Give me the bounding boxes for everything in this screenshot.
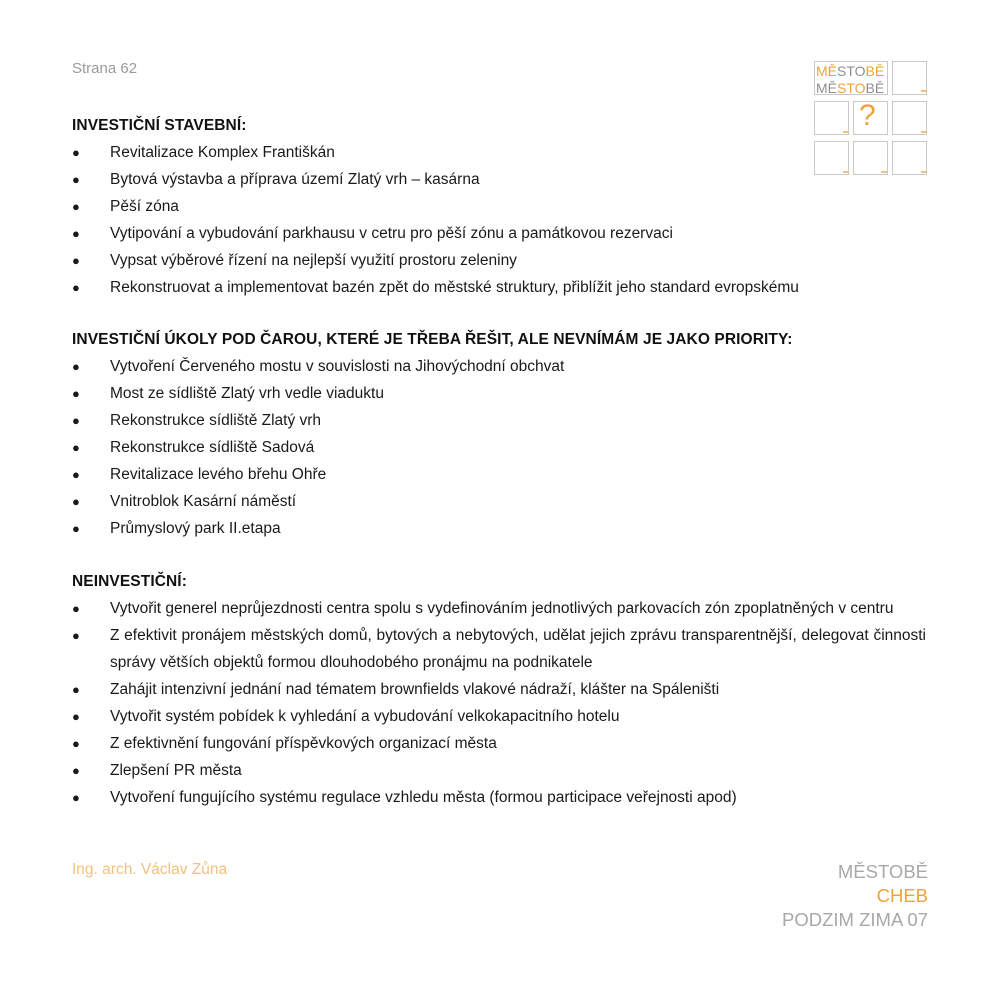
bullet-icon: ●	[72, 521, 80, 536]
list-item: ● Vytvoření fungujícího systému regulace vzhledu města (formou participace veřejnosti apod)	[72, 784, 926, 811]
logo-cell	[814, 101, 849, 135]
list-item: ● Revitalizace Komplex Františkán	[72, 139, 926, 166]
bullet-icon: ●	[72, 145, 80, 160]
list-item: ● Zahájit intenzivní jednání nad tématem brownfields vlakové nádraží, klášter na Spáleništi	[72, 676, 926, 703]
bullet-icon: ●	[72, 494, 80, 509]
list-item: ● Vytvořit generel neprůjezdnosti centra spolu s vydefinováním jednotlivých parkovacích zón zpoplatněných v centru	[72, 595, 926, 622]
list-investicni-stavebni	[72, 139, 926, 301]
section-title-investicni-stavebni: INVESTIČNÍ STAVEBNÍ:	[72, 117, 247, 134]
bullet-icon: ●	[72, 440, 80, 455]
bullet-icon: ●	[72, 253, 80, 268]
logo-tick	[921, 90, 927, 92]
bullet-icon: ●	[72, 709, 80, 724]
bullet-icon: ●	[72, 199, 80, 214]
section-title-investicni-ukoly: INVESTIČNÍ ÚKOLY POD ČAROU, KTERÉ JE TŘEBA ŘEŠIT, ALE NEVNÍMÁM JE JAKO PRIORITY:	[72, 331, 793, 348]
list-item: ● Vnitroblok Kasární náměstí	[72, 488, 926, 515]
question-mark-icon: ?	[859, 99, 876, 132]
list-item: ● Pěší zóna	[72, 193, 926, 220]
footer-brand	[782, 860, 928, 932]
list-item: ● Rekonstrukce sídliště Zlatý vrh	[72, 407, 926, 434]
bullet-icon: ●	[72, 413, 80, 428]
footer-line-season: PODZIM ZIMA 07	[782, 909, 928, 930]
list-item: ● Zlepšení PR města	[72, 757, 926, 784]
bullet-icon: ●	[72, 601, 80, 616]
list-item: ● Bytová výstavba a příprava území Zlatý vrh – kasárna	[72, 166, 926, 193]
list-item: ● Most ze sídliště Zlatý vrh vedle viaduktu	[72, 380, 926, 407]
list-item: ● Vytvoření Červeného mostu v souvislosti na Jihovýchodní obchvat	[72, 353, 926, 380]
logo-tick	[921, 131, 927, 133]
bullet-icon: ●	[72, 280, 80, 295]
bullet-icon: ●	[72, 172, 80, 187]
bullet-icon: ●	[72, 226, 80, 241]
logo-cell	[892, 101, 927, 135]
bullet-icon: ●	[72, 359, 80, 374]
footer-line-cheb: CHEB	[876, 885, 928, 906]
logo-tick	[843, 131, 849, 133]
bullet-icon: ●	[72, 736, 80, 751]
bullet-icon: ●	[72, 682, 80, 697]
footer-line-mestobe: MĚSTOBĚ	[837, 861, 928, 882]
list-item: ● Z efektivnění fungování příspěvkových organizací města	[72, 730, 926, 757]
list-item: ● Vypsat výběrové řízení na nejlepší využití prostoru zeleniny	[72, 247, 926, 274]
list-item: ● Vytipování a vybudování parkhausu v cetru pro pěší zónu a památkovou rezervaci	[72, 220, 926, 247]
list-item: ● Průmyslový park II.etapa	[72, 515, 926, 542]
author-name: Ing. arch. Václav Zůna	[72, 861, 228, 878]
section-title-neinvesticni: NEINVESTIČNÍ:	[72, 573, 187, 590]
logo-wordmark: MĚSTOBĚ MĚSTOBĚ	[816, 63, 885, 96]
list-item: ● Vytvořit systém pobídek k vyhledání a vybudování velkokapacitního hotelu	[72, 703, 926, 730]
list-item: ● Z efektivit pronájem městských domů, bytových a nebytových, udělat jejich zprávu transparentnější, delegovat činnosti správy větších objektů formou dlouhodobého pronájmu na podnikatele	[72, 622, 926, 676]
bullet-icon: ●	[72, 386, 80, 401]
list-neinvesticni	[72, 595, 926, 811]
list-item: ● Rekonstrukce sídliště Sadová	[72, 434, 926, 461]
bullet-icon: ●	[72, 763, 80, 778]
bullet-icon: ●	[72, 790, 80, 805]
bullet-icon: ●	[72, 628, 80, 643]
bullet-icon: ●	[72, 467, 80, 482]
page-number: Strana 62	[72, 60, 138, 77]
list-investicni-ukoly	[72, 353, 926, 542]
list-item: ● Revitalizace levého břehu Ohře	[72, 461, 926, 488]
list-item: ● Rekonstruovat a implementovat bazén zpět do městské struktury, přiblížit jeho standard evropskému	[72, 274, 926, 301]
